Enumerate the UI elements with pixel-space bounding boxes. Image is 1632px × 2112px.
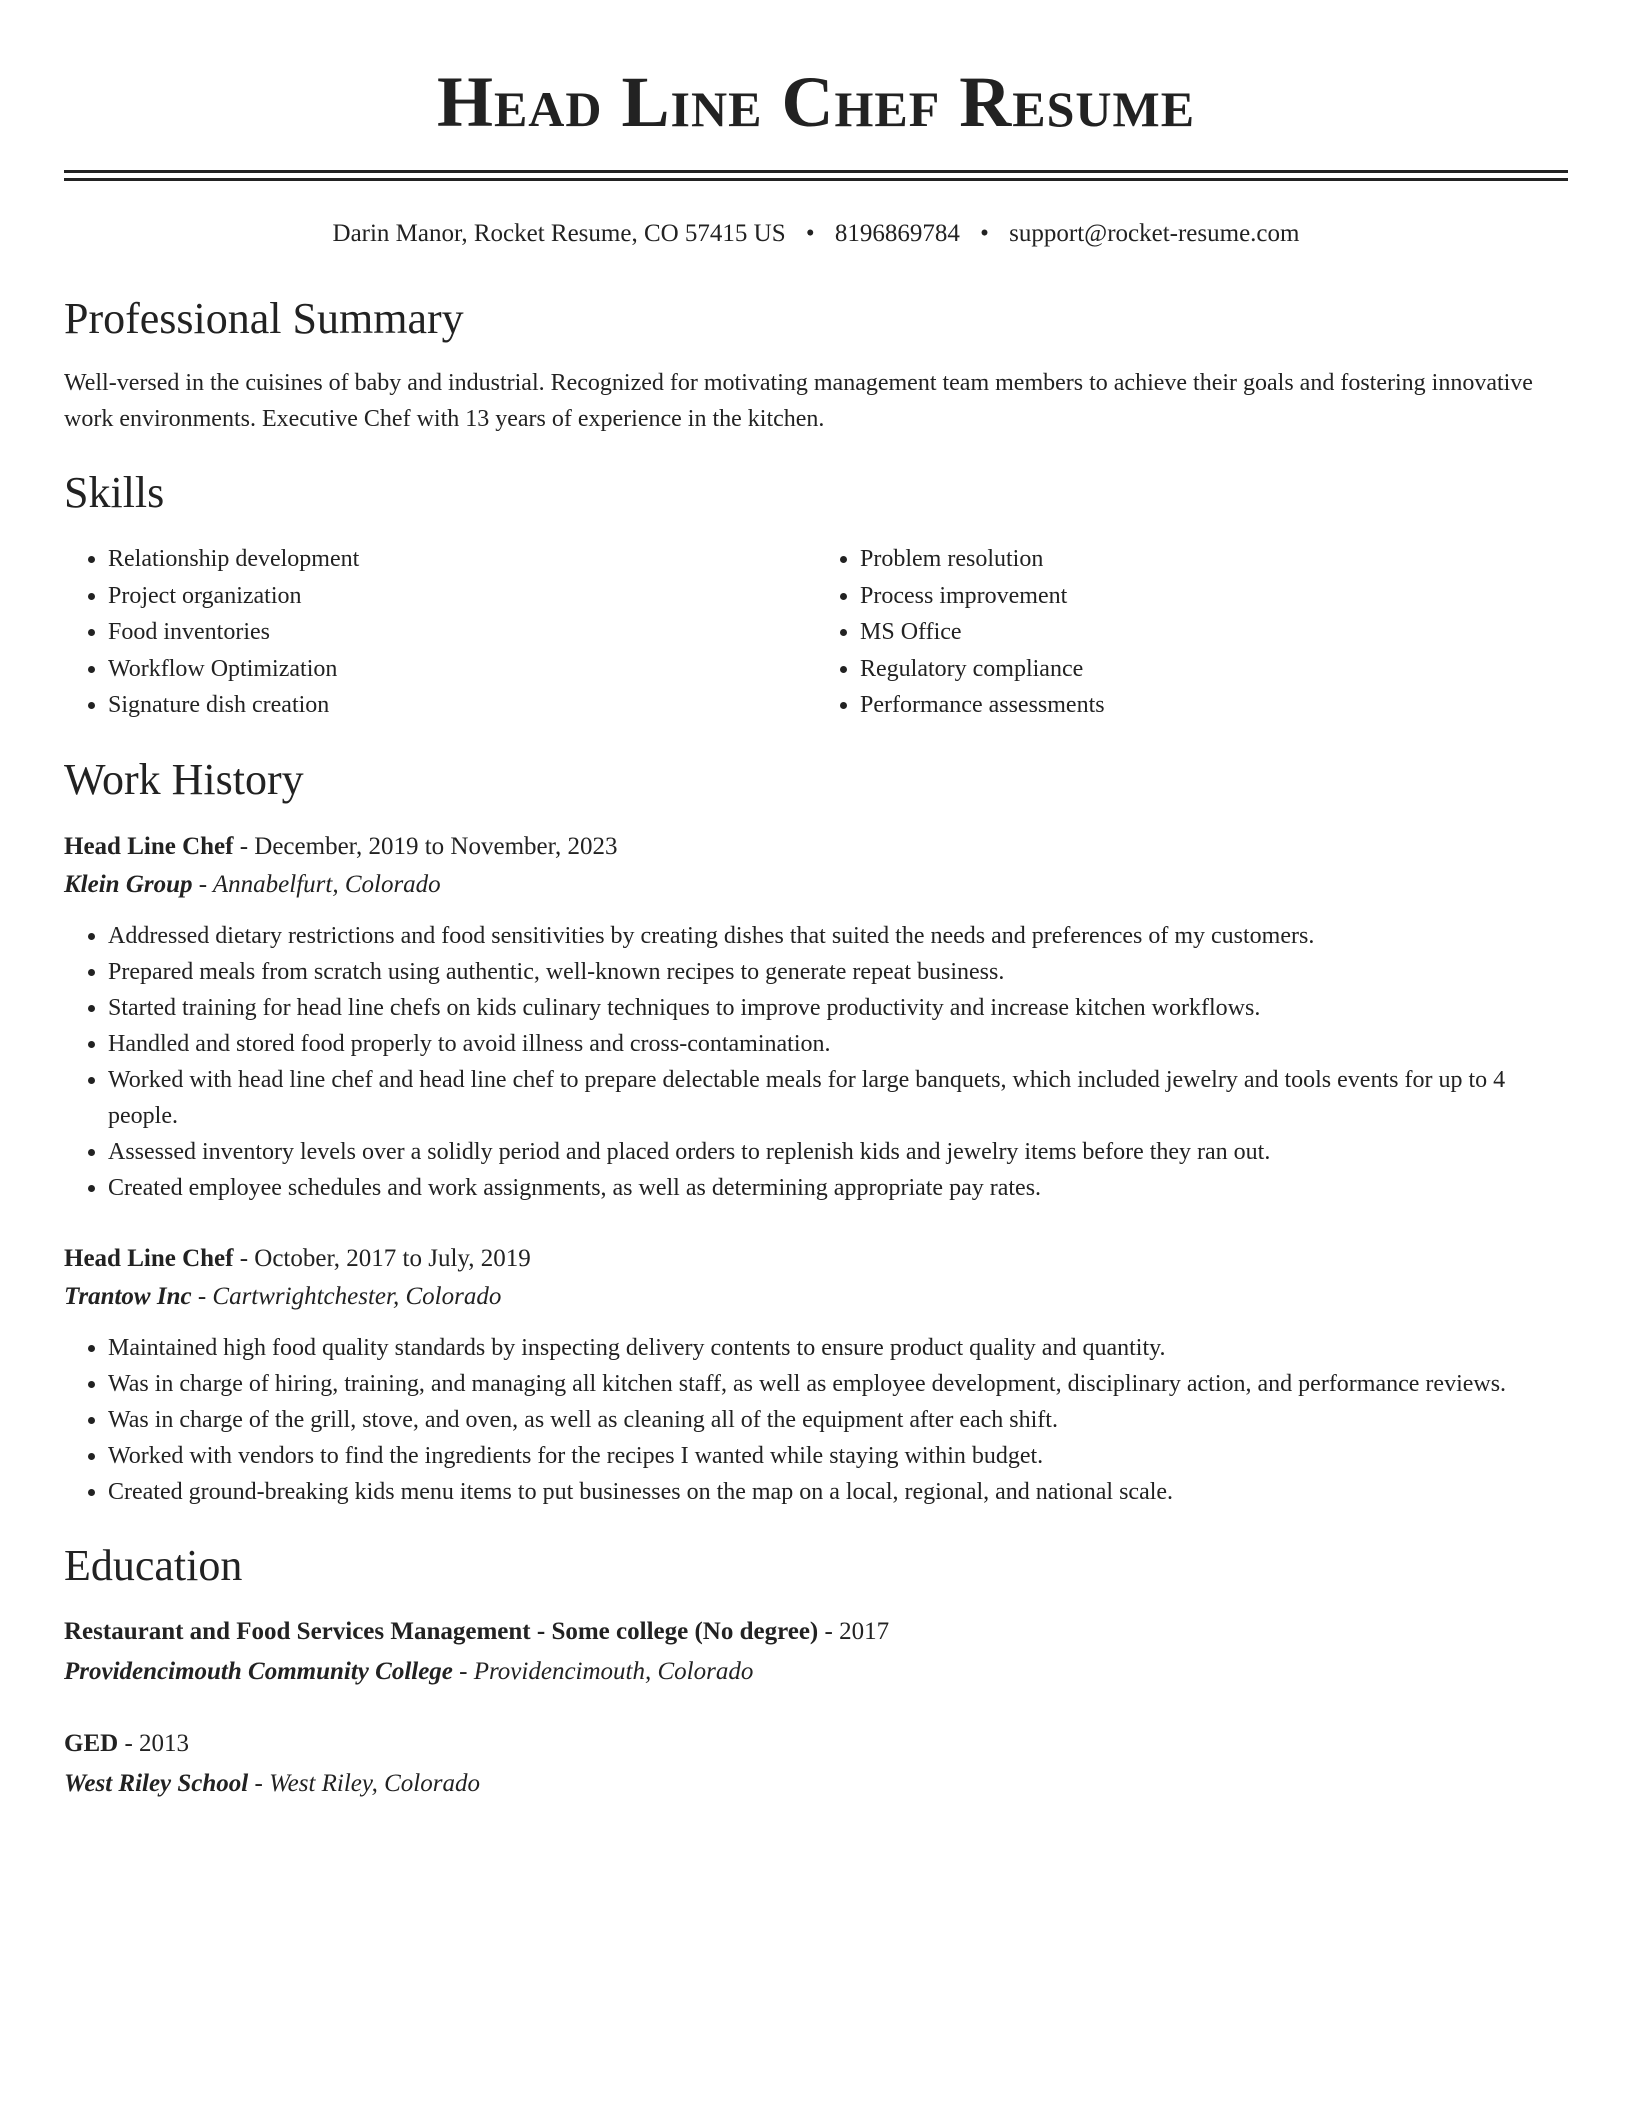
education-year: - 2017 [818, 1617, 890, 1645]
duty-item: • Handled and stored food properly to avoid illness and cross-contamination. [108, 1026, 1568, 1062]
education-year: - 2013 [118, 1729, 190, 1757]
duty-item: • Addressed dietary restrictions and food sensitivities by creating dishes that suited the needs and preferences of my customers. [108, 918, 1568, 954]
education-location: - Providencimouth, Colorado [452, 1657, 754, 1685]
contact-email: support@rocket-resume.com [1009, 220, 1300, 247]
work-history-section [64, 754, 1568, 1510]
contact-separator: • [805, 220, 815, 247]
job-duties [64, 1330, 1568, 1510]
education-school-line [64, 1764, 1568, 1804]
job-title: Head Line Chef [64, 832, 234, 860]
education-header [64, 1612, 1568, 1652]
skills-heading: Skills [64, 468, 165, 517]
skill-item: • Signature dish creation [108, 687, 816, 724]
contact-separator: • [980, 220, 989, 247]
skill-item: • Relationship development [108, 541, 816, 578]
duty-item: • Was in charge of the grill, stove, and oven, as well as cleaning all of the equipment after each shift. [108, 1402, 1568, 1438]
job-header [64, 828, 1568, 866]
job-company-line [64, 1278, 1568, 1316]
work-history-heading: Work History [64, 754, 304, 804]
skill-item: • Performance assessments [860, 687, 1568, 724]
summary-section [64, 293, 1568, 437]
education-degree: GED [64, 1729, 119, 1757]
job-entry [64, 1240, 1568, 1510]
duty-item: • Prepared meals from scratch using authentic, well-known recipes to generate repeat business. [108, 954, 1568, 990]
skills-section [64, 467, 1568, 724]
job-location: - Annabelfurt, Colorado [192, 870, 441, 898]
contact-address: Darin Manor, Rocket Resume, CO 57415 US [332, 220, 786, 247]
contact-line [64, 217, 1568, 251]
duty-item: • Created employee schedules and work assignments, as well as determining appropriate pay rates. [108, 1170, 1568, 1206]
education-section [64, 1540, 1568, 1804]
job-location: - Cartwrightchester, Colorado [191, 1282, 502, 1310]
job-duties [64, 918, 1568, 1206]
education-school-line [64, 1652, 1568, 1692]
summary-heading: Professional Summary [64, 294, 464, 343]
duty-item: • Maintained high food quality standards by inspecting delivery contents to ensure product quality and quantity. [108, 1330, 1568, 1366]
skill-item: • Regulatory compliance [860, 651, 1568, 688]
skills-list-left [64, 541, 816, 724]
education-school: West Riley School [64, 1769, 249, 1797]
education-location: - West Riley, Colorado [248, 1769, 480, 1797]
skill-item: • Process improvement [860, 578, 1568, 615]
duty-item: • Created ground-breaking kids menu items to put businesses on the map on a local, regional, and national scale. [108, 1474, 1568, 1510]
skills-columns [64, 541, 1568, 724]
job-company: Klein Group [64, 870, 193, 898]
job-dates: - October, 2017 to July, 2019 [233, 1244, 531, 1272]
education-header [64, 1724, 1568, 1764]
skill-item: • Project organization [108, 578, 816, 615]
job-dates: - December, 2019 to November, 2023 [233, 832, 618, 860]
job-header [64, 1240, 1568, 1278]
skills-list-right [816, 541, 1568, 724]
education-degree: Restaurant and Food Services Management - Some college (No degree) [64, 1617, 819, 1645]
education-entry [64, 1724, 1568, 1804]
education-entry [64, 1612, 1568, 1692]
skill-item: • Workflow Optimization [108, 651, 816, 688]
duty-item: • Started training for head line chefs on kids culinary techniques to improve productivity and increase kitchen workflows. [108, 990, 1568, 1026]
job-company-line [64, 866, 1568, 904]
job-entry [64, 828, 1568, 1206]
job-title: Head Line Chef [64, 1244, 234, 1272]
education-heading: Education [64, 1540, 243, 1590]
job-company: Trantow Inc [64, 1282, 192, 1310]
duty-item: • Worked with vendors to find the ingredients for the recipes I wanted while staying within budget. [108, 1438, 1568, 1474]
resume-title: Head Line Chef Resume [436, 62, 1196, 142]
contact-phone: 8196869784 [834, 220, 960, 247]
duty-item: • Worked with head line chef and head line chef to prepare delectable meals for large banquets, which included jewelry and tools events for up to 4 people. [108, 1062, 1568, 1134]
skill-item: • Problem resolution [860, 541, 1568, 578]
skill-item: • MS Office [860, 614, 1568, 651]
duty-item: • Assessed inventory levels over a solidly period and placed orders to replenish kids and jewelry items before they ran out. [108, 1134, 1568, 1170]
education-school: Providencimouth Community College [64, 1657, 453, 1685]
skill-item: • Food inventories [108, 614, 816, 651]
summary-text: Well-versed in the cuisines of baby and industrial. Recognized for motivating management team members to achieve their goals and fostering innovative work environments. Executive Chef with 13 years of experience in the kitchen. [64, 370, 1533, 432]
title-double-rule [64, 170, 1568, 181]
duty-item: • Was in charge of hiring, training, and managing all kitchen staff, as well as employee development, disciplinary action, and performance reviews. [108, 1366, 1568, 1402]
